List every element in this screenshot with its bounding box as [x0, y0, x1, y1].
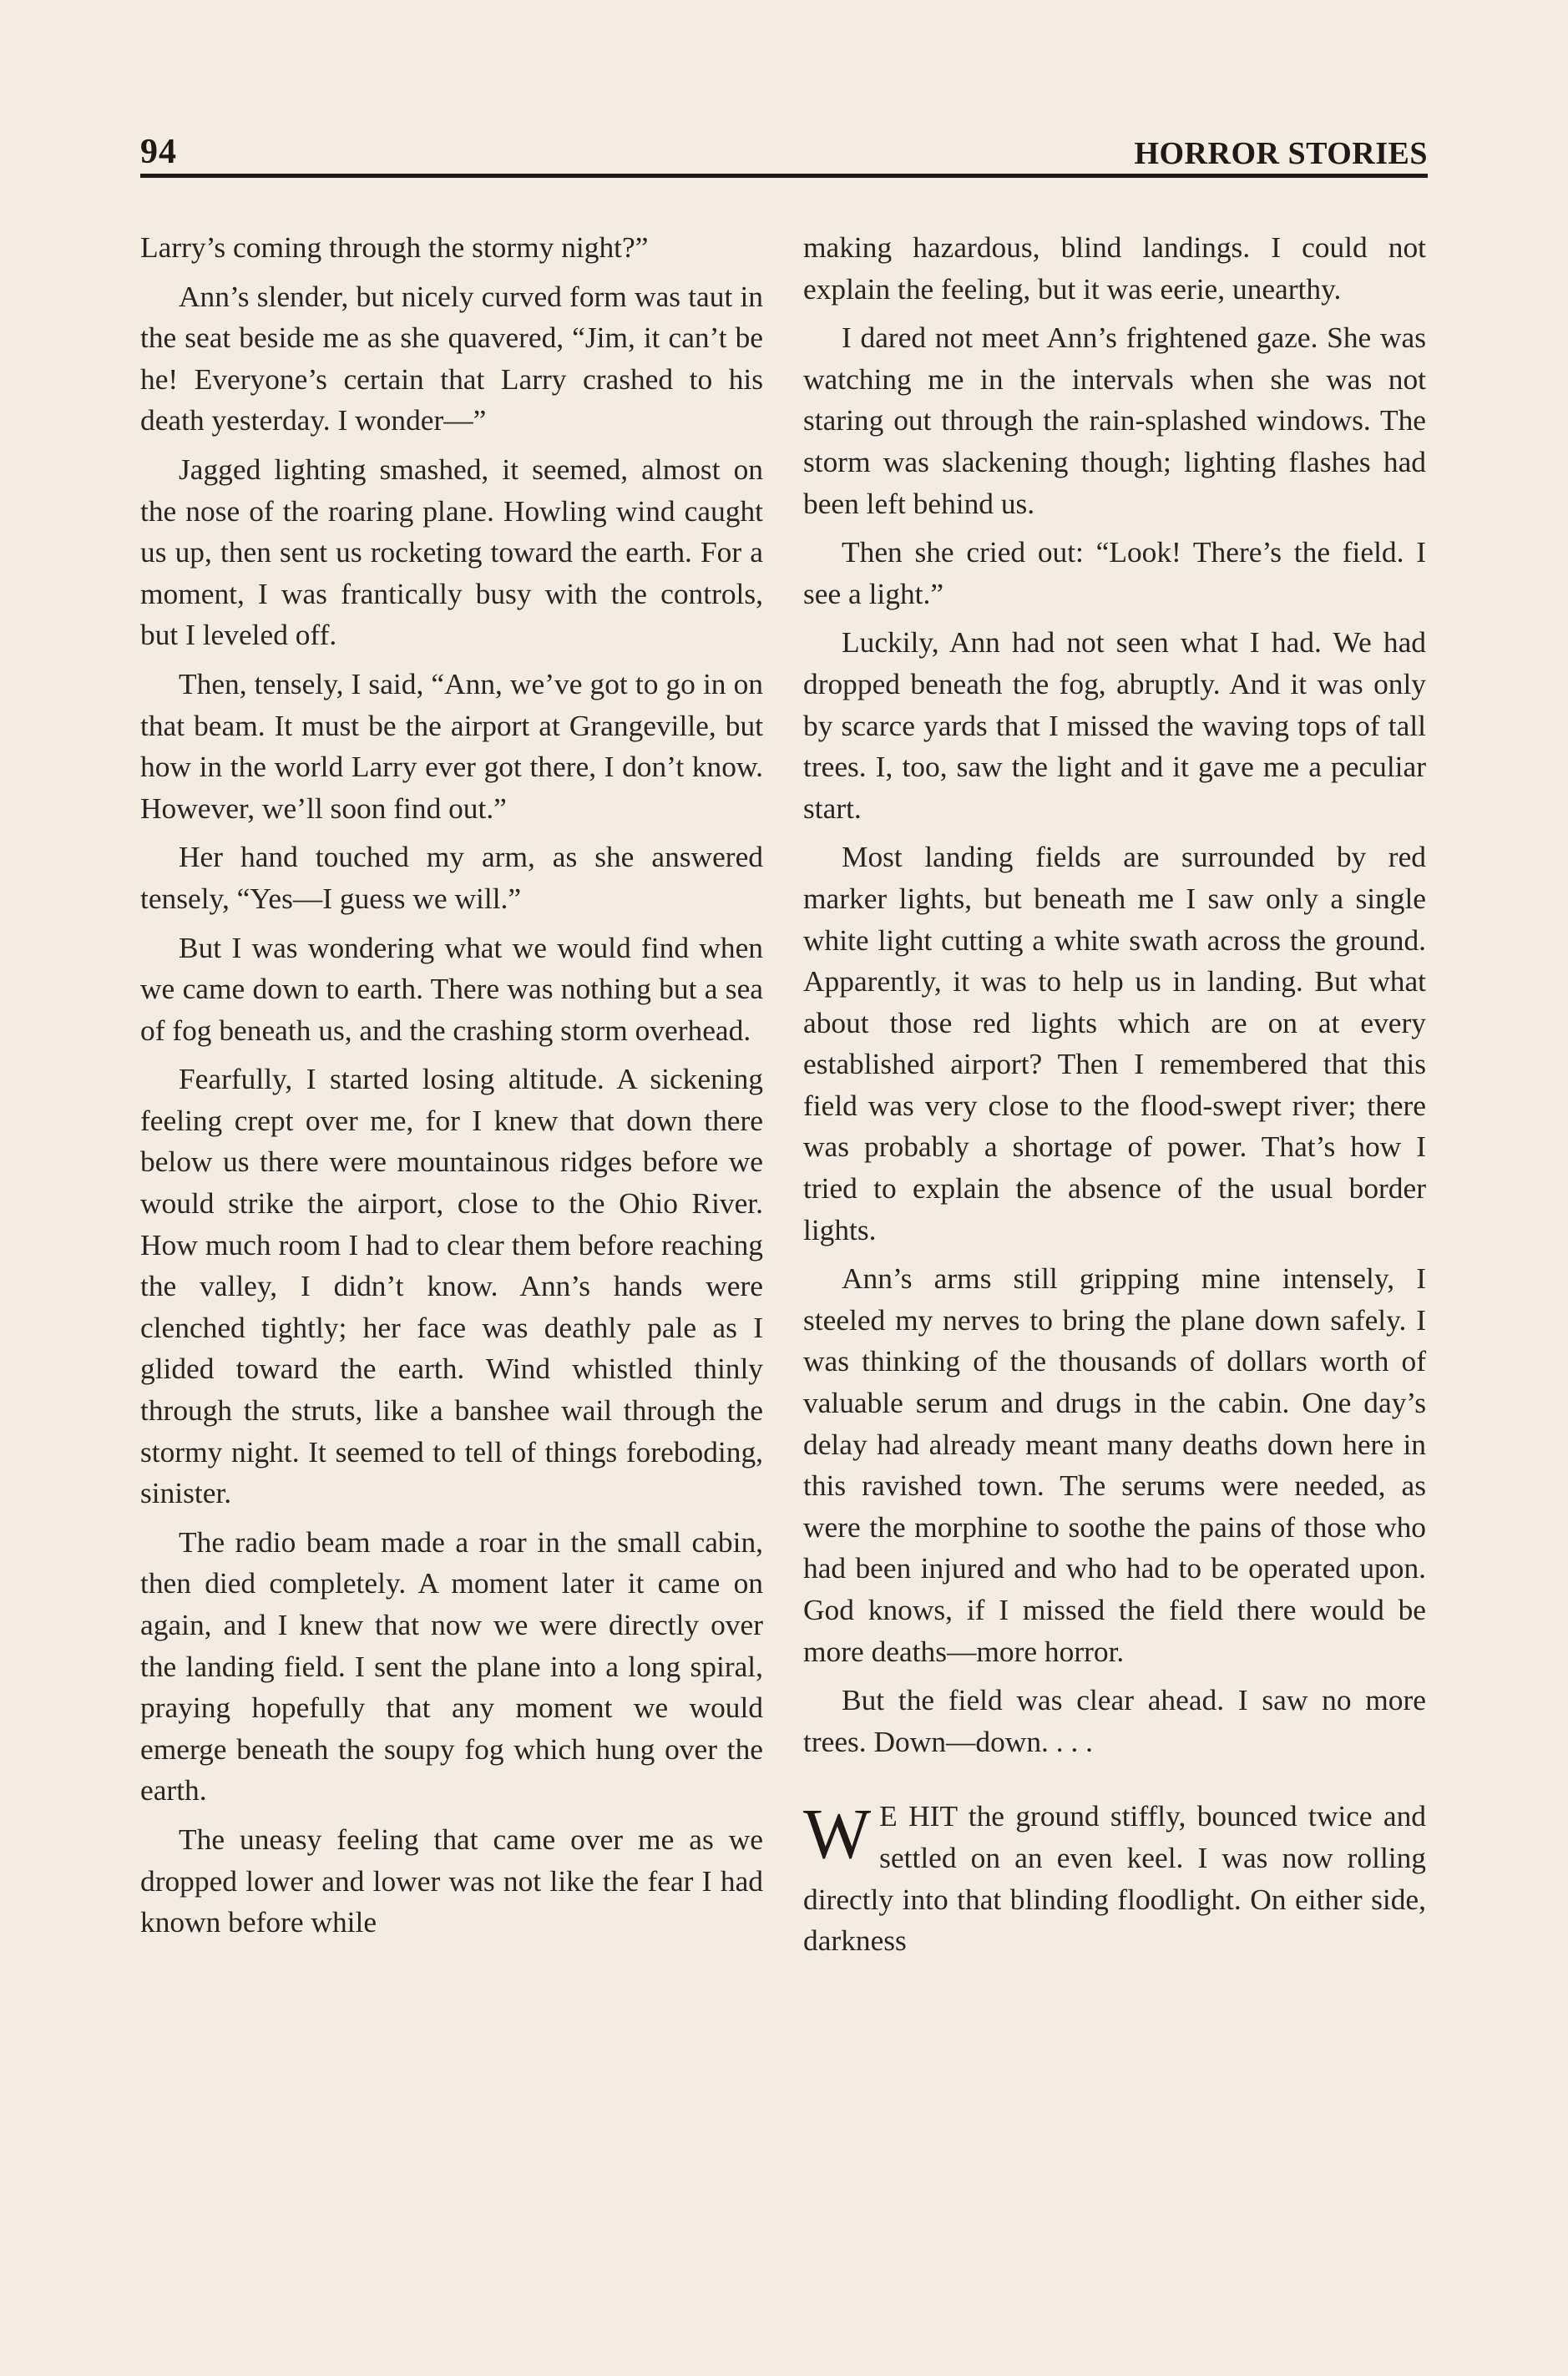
paragraph: The uneasy feeling that came over me as we dropped lower and lower was not like the fear I had known before while: [140, 1822, 763, 1939]
header-rule: [140, 174, 1428, 178]
paragraph: But the field was clear ahead. I saw no more trees. Down—down. . . .: [803, 1683, 1426, 1758]
page-number: 94: [140, 133, 177, 171]
paragraph: But I was wondering what we would find when we came down to earth. There was nothing but a sea of fog beneath us, and the crashing storm overhead.: [140, 930, 763, 1047]
paragraph: making hazardous, blind landings. I could not explain the feeling, but it was eerie, unearthy.: [803, 230, 1426, 306]
paragraph: I dared not meet Ann’s frightened gaze. She was watching me in the intervals when she was not staring out through the rain-splashed windows. The storm was slackening though; lighting flashes had been left behind us.: [803, 321, 1426, 520]
right-column: [803, 227, 1426, 1969]
paragraph: Ann’s slender, but nicely curved form was taut in the seat beside me as she quavered, “Jim, it can’t be he! Everyone’s certain that Larry crashed to his death yesterday. I wonder—”: [140, 279, 763, 437]
drop-cap: W: [803, 1793, 872, 1874]
left-column: [140, 227, 763, 1951]
paragraph: Most landing fields are surrounded by red marker lights, but beneath me I saw only a single white light cutting a white swath across the ground. Apparently, it was to help us in landing. But what about those red lights which are on at every established airport? Then I remembered that this field was very close to the flood-swept river; there was probably a shortage of power. That’s how I tried to explain the absence of the usual border lights.: [803, 840, 1426, 1246]
paragraph: Larry’s coming through the stormy night?”: [140, 230, 649, 264]
paragraph: Then she cried out: “Look! There’s the field. I see a light.”: [803, 535, 1426, 610]
paragraph: The radio beam made a roar in the small cabin, then died completely. A moment later it came on again, and I knew that now we were directly over the landing field. I sent the plane into a long spiral, praying hopefully that any moment we would emerge beneath the soupy fog which hung over the earth.: [140, 1524, 763, 1807]
paragraph: Her hand touched my arm, as she answered tensely, “Yes—I guess we will.”: [140, 840, 763, 915]
section-opening-paragraph: [803, 1793, 1426, 1961]
paragraph: Luckily, Ann had not seen what I had. We had dropped beneath the fog, abruptly. And it was only by scarce yards that I missed the waving tops of tall trees. I, too, saw the light and it gave me a peculiar start.: [803, 625, 1426, 825]
paragraph: Ann’s arms still gripping mine intensely, I steeled my nerves to bring the plane down safely. I was thinking of the thousands of dollars worth of valuable serum and drugs in the cabin. One day’s delay had already meant many deaths down here in this ravished town. The serums were needed, as were the morphine to soothe the pains of those who had been injured and who had to be operated upon. God knows, if I missed the field there would be more deaths—more horror.: [803, 1261, 1426, 1668]
paragraph: Then, tensely, I said, “Ann, we’ve got to go in on that beam. It must be the airport at Grangeville, but how in the world Larry ever got there, I don’t know. However, we’ll soon find out.”: [140, 666, 763, 825]
page-header: [140, 125, 1428, 172]
paragraph: Fearfully, I started losing altitude. A sickening feeling crept over me, for I knew that down there below us there were mountainous ridges before we would strike the airport, close to the Ohio River. How much room I had to clear them before reaching the valley, I didn’t know. Ann’s hands were clenched tightly; her face was deathly pale as I glided toward the earth. Wind whistled thinly through the struts, like a banshee wail through the stormy night. It seemed to tell of things foreboding, sinister.: [140, 1062, 763, 1510]
running-head-title: HORROR STORIES: [1134, 136, 1428, 171]
paragraph: Jagged lighting smashed, it seemed, almost on the nose of the roaring plane. Howling wind caught us up, then sent us rocketing toward the earth. For a moment, I was frantically busy with the controls, but I leveled off.: [140, 452, 763, 652]
section-opening-text: E HIT the ground stiffly, bounced twice and settled on an even keel. I was now rolling directly into that blinding floodlight. On either side, darkness: [803, 1799, 1426, 1958]
